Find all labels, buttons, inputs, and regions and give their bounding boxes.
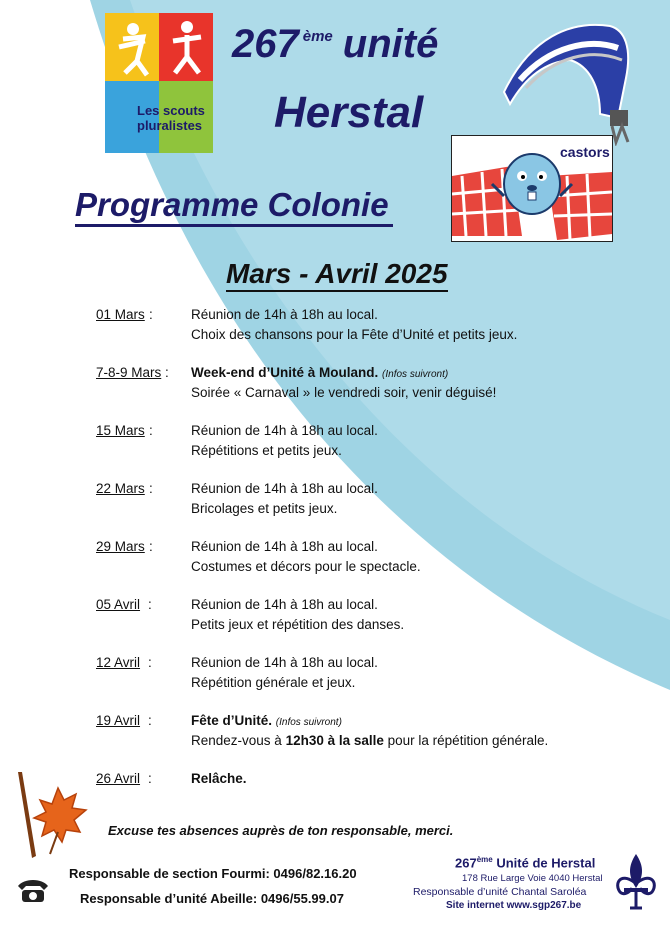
- excuse-note: Excuse tes absences auprès de ton responsable, merci.: [108, 823, 454, 838]
- unit-title: [232, 22, 438, 67]
- event-line2: Répétitions et petits jeux.: [191, 443, 342, 458]
- event-line2: Répétition générale et jeux.: [191, 675, 356, 690]
- event-line1: Réunion de 14h à 18h au local.: [191, 539, 378, 554]
- footer-responsable: Responsable d’unité Chantal Saroléa: [413, 886, 587, 898]
- event-date: 26 Avril: [96, 771, 141, 786]
- phone-icon: [16, 878, 50, 904]
- event-line1: Réunion de 14h à 18h au local.: [191, 597, 378, 612]
- fleur-de-lis-icon: [614, 852, 658, 912]
- event-line2: Soirée « Carnaval » le vendredi soir, venir déguisé!: [191, 385, 497, 400]
- castors-badge: [451, 135, 613, 242]
- event-line1: Réunion de 14h à 18h au local.: [191, 655, 378, 670]
- town-title: Herstal: [274, 88, 424, 137]
- logo-text-line1: Les scouts: [137, 103, 205, 118]
- program-title: Programme Colonie: [75, 186, 393, 227]
- event-date: 7-8-9 Mars: [96, 365, 162, 380]
- unit-contact: Responsable d’unité Abeille: 0496/55.99.07: [80, 891, 344, 906]
- event-line2: Costumes et décors pour le spectacle.: [191, 559, 421, 574]
- footer-unit-title: 267ème Unité de Herstal: [455, 855, 596, 871]
- event-date: 01 Mars: [96, 307, 145, 322]
- event-line2: Bricolages et petits jeux.: [191, 501, 338, 516]
- unit-number: 267: [232, 22, 299, 66]
- event-line1: Relâche.: [191, 771, 247, 786]
- event-line2: Choix des chansons pour la Fête d’Unité et petits jeux.: [191, 327, 518, 342]
- scouts-pluralistes-logo: [103, 11, 215, 156]
- castors-label: castors: [560, 144, 610, 160]
- event-date: 15 Mars: [96, 423, 145, 438]
- period-title: Mars - Avril 2025: [226, 258, 448, 292]
- event-date: 19 Avril: [96, 713, 141, 728]
- event-line2: Petits jeux et répétition des danses.: [191, 617, 405, 632]
- maple-leaf-image: [14, 770, 90, 860]
- event-line1: Réunion de 14h à 18h au local.: [191, 307, 378, 322]
- footer-address: 178 Rue Large Voie 4040 Herstal: [462, 873, 603, 884]
- scout-scarf-image: [500, 18, 650, 146]
- unit-sup: ème: [302, 28, 333, 45]
- event-date: 29 Mars: [96, 539, 145, 554]
- event-line1: Réunion de 14h à 18h au local.: [191, 423, 378, 438]
- event-line1: Réunion de 14h à 18h au local.: [191, 481, 378, 496]
- event-line1: Fête d’Unité. (Infos suivront): [191, 713, 342, 728]
- event-date: 12 Avril: [96, 655, 141, 670]
- section-contact: Responsable de section Fourmi: 0496/82.16.20: [69, 866, 357, 881]
- footer-site: Site internet www.sgp267.be: [446, 900, 582, 911]
- event-date: 05 Avril: [96, 597, 141, 612]
- event-line2: Rendez-vous à 12h30 à la salle pour la répétition générale.: [191, 733, 549, 748]
- event-date: 22 Mars: [96, 481, 145, 496]
- unit-word: unité: [342, 22, 439, 66]
- logo-text-line2: pluralistes: [137, 118, 203, 133]
- event-line1: Week-end d’Unité à Mouland. (Infos suivront): [191, 365, 449, 380]
